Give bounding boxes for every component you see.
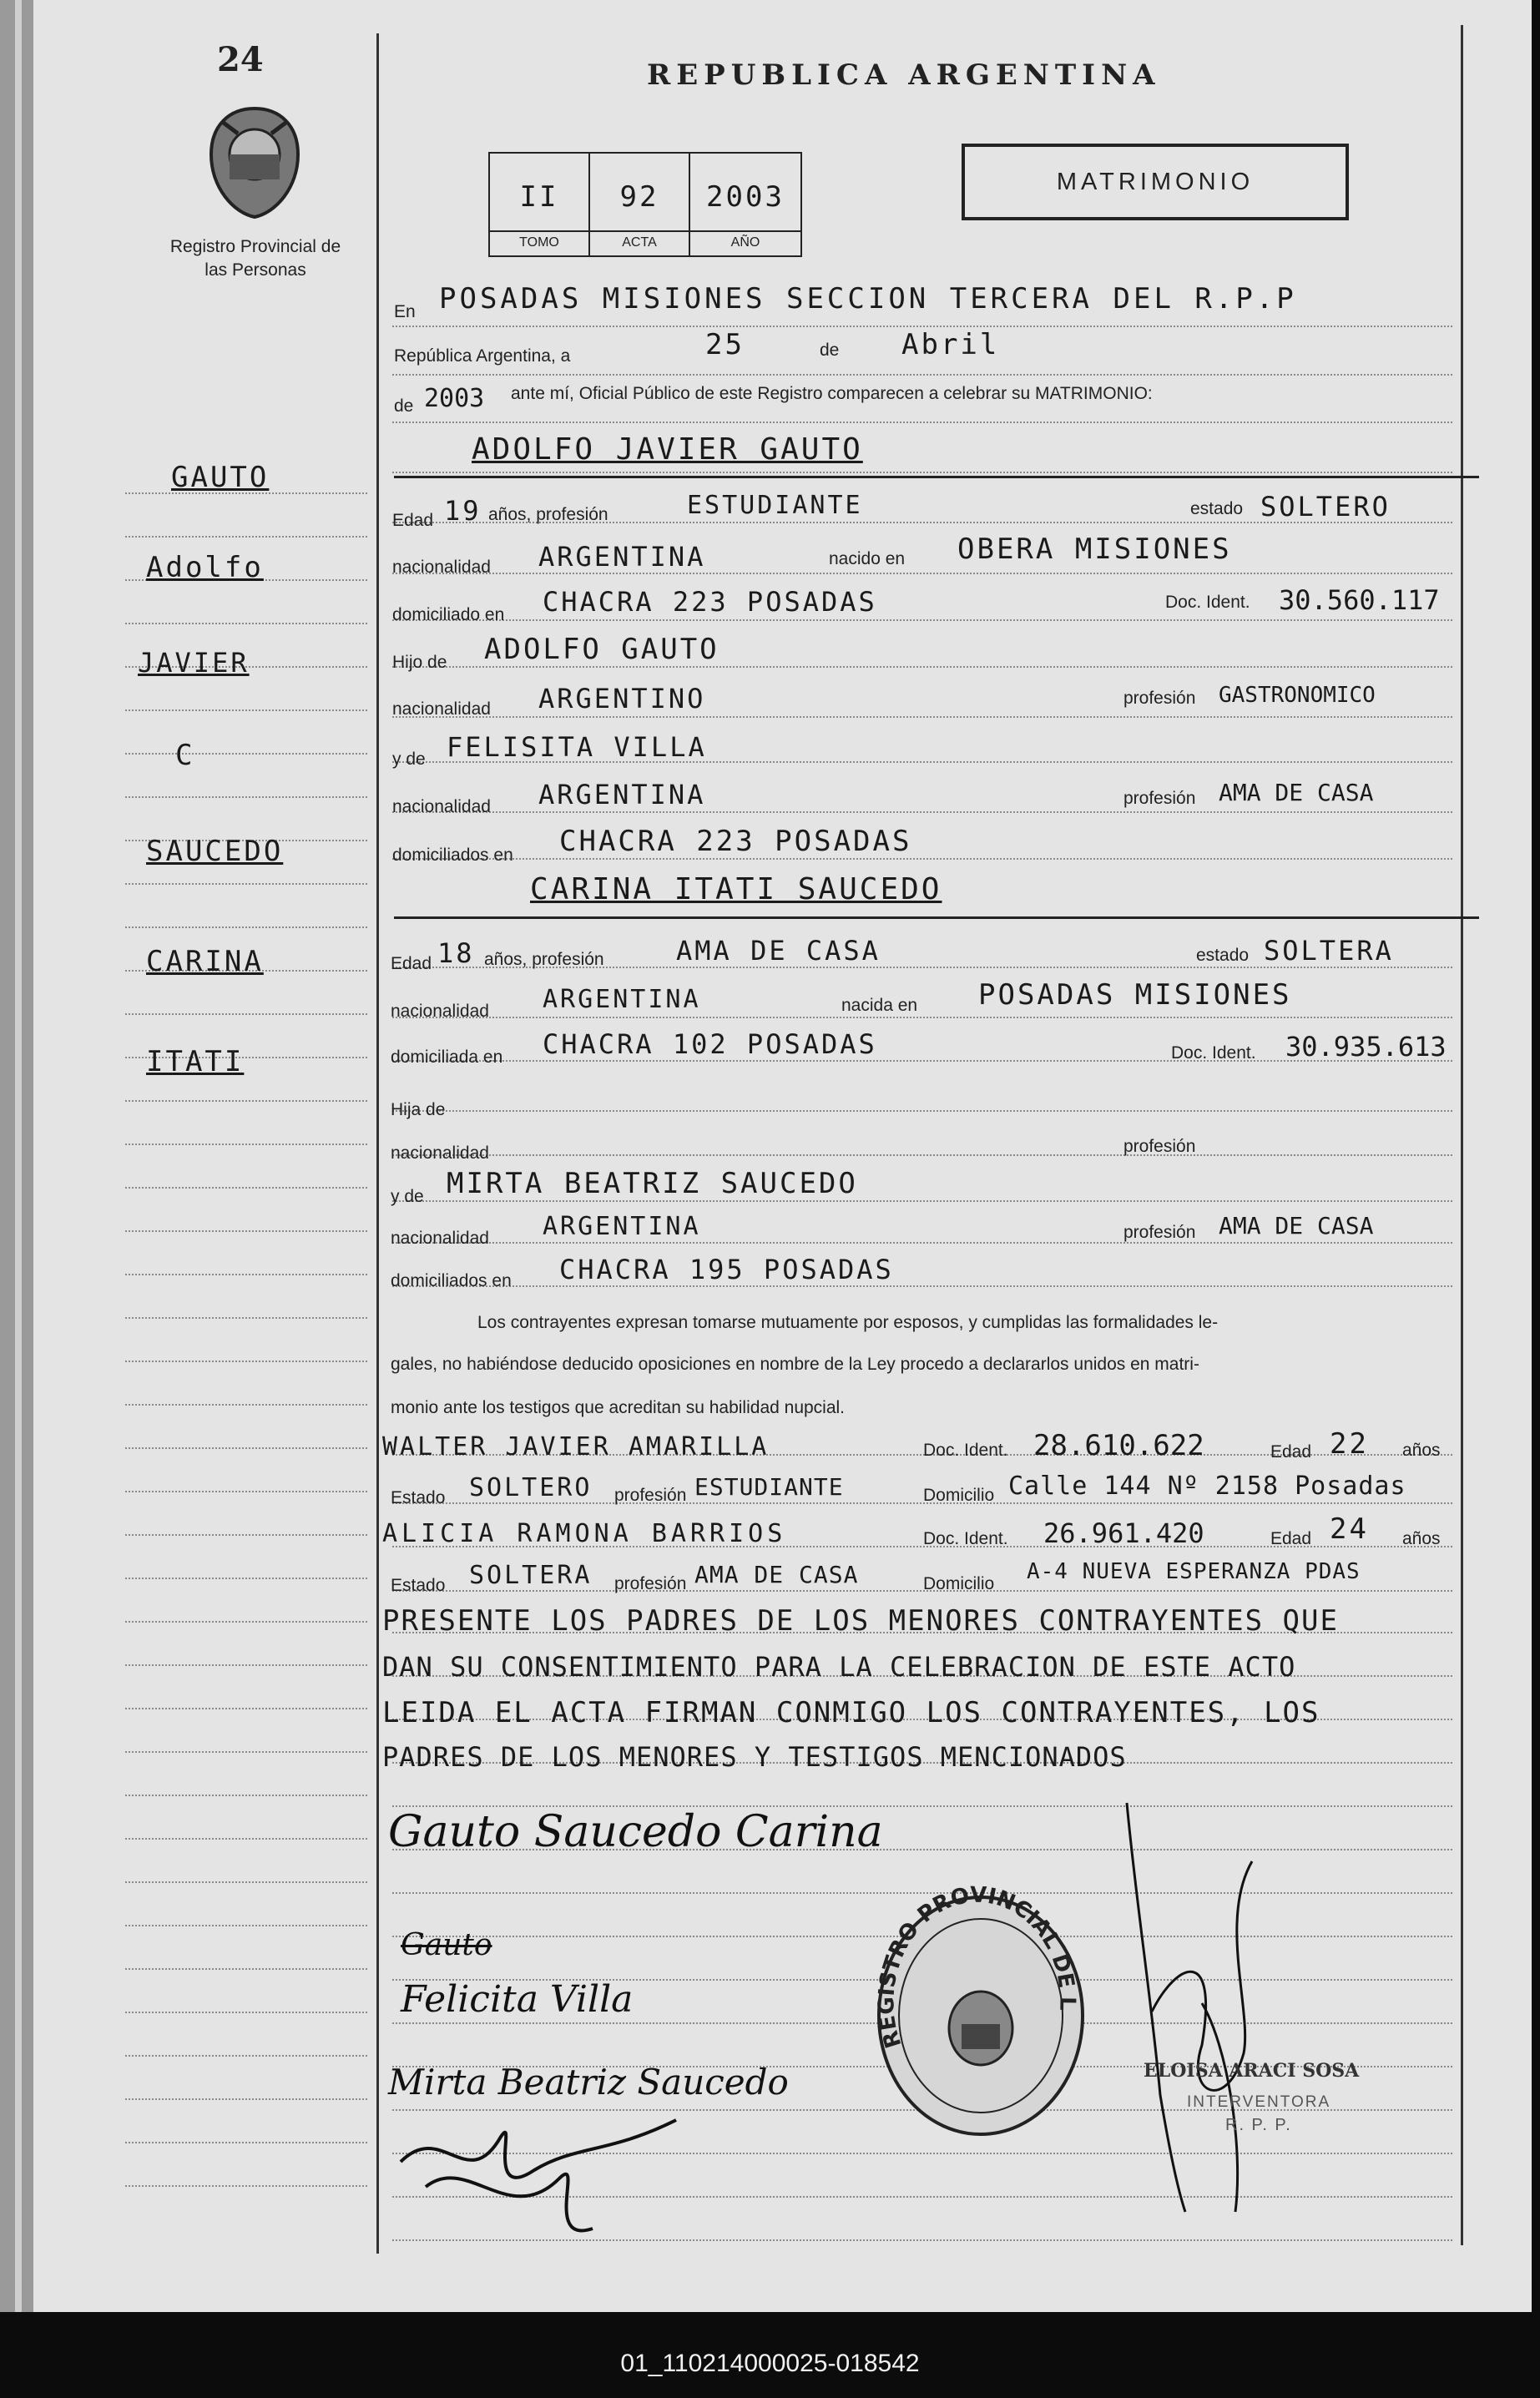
margin-note: C [175, 739, 195, 772]
groom-birthplace: OBERA MISIONES [957, 533, 1232, 566]
margin-ruled-line [125, 1013, 367, 1015]
groom-nationality: ARGENTINA [538, 541, 706, 573]
label-doc: Doc. Ident. [923, 1529, 1008, 1548]
label-republica: República Argentina, a [394, 346, 571, 366]
acta-value: 92 [619, 180, 659, 214]
margin-ruled-line [125, 926, 367, 928]
officer-office: R. P. P. [1225, 2116, 1292, 2134]
label-edad: Edad [391, 954, 432, 973]
label-hijo: Hijo de [392, 653, 447, 672]
note-line: PADRES DE LOS MENORES Y TESTIGOS MENCIONADOS [382, 1741, 1127, 1773]
margin-ruled-line [125, 1143, 367, 1145]
note-line: DAN SU CONSENTIMIENTO PARA LA CELEBRACION DE ESTE ACTO [382, 1651, 1296, 1683]
margin-ruled-line [125, 1968, 367, 1970]
margin-note: JAVIER [138, 647, 250, 679]
margin-ruled-line [125, 1664, 367, 1666]
registry-seal-stamp [858, 1867, 1093, 2145]
bride-nationality: ARGENTINA [543, 985, 701, 1014]
witness2-name: ALICIA RAMONA BARRIOS [382, 1519, 787, 1548]
form-ruled-line [392, 1017, 1452, 1018]
margin-ruled-line [125, 796, 367, 798]
acta-cell [590, 154, 690, 255]
witness2-profession: AMA DE CASA [694, 1561, 859, 1588]
margin-note: SAUCEDO [146, 835, 284, 868]
witness2-civil-status: SOLTERA [469, 1561, 593, 1590]
ano-value: 2003 [706, 180, 785, 214]
record-reference-box [488, 152, 802, 257]
form-ruled-line [392, 1285, 1452, 1287]
label-nacionalidad: nacionalidad [391, 1002, 489, 1021]
label-ante: ante mí, Oficial Público de este Registro comparecen a celebrar su MATRIMONIO: [511, 384, 1153, 403]
form-ruled-line [392, 811, 1452, 813]
margin-ruled-line [125, 1100, 367, 1102]
form-ruled-line [392, 666, 1452, 668]
book-binding-strip [15, 0, 22, 2312]
bride-mother-name: MIRTA BEATRIZ SAUCEDO [447, 1167, 858, 1200]
margin-ruled-line [125, 1491, 367, 1492]
witness1-age: 22 [1330, 1427, 1369, 1461]
form-ruled-line [392, 716, 1452, 718]
label-edad: Edad [392, 511, 434, 530]
registry-name: Registro Provincial de las Personas [169, 237, 341, 280]
form-ruled-line [392, 472, 1452, 473]
form-ruled-line [392, 1154, 1452, 1156]
margin-ruled-line [125, 1187, 367, 1189]
margin-note: GAUTO [171, 461, 270, 494]
margin-note: CARINA [146, 945, 264, 978]
form-ruled-line [392, 858, 1452, 860]
label-nacionalidad: nacionalidad [392, 797, 491, 816]
groom-father-name: ADOLFO GAUTO [484, 633, 720, 666]
label-nacionalidad: nacionalidad [391, 1229, 489, 1248]
margin-ruled-line [125, 1708, 367, 1709]
form-ruled-line [392, 374, 1452, 376]
note-line: LEIDA EL ACTA FIRMAN CONMIGO LOS CONTRAYENTES, LOS [382, 1696, 1320, 1729]
margin-note: Adolfo [146, 551, 264, 584]
label-de-year: de [394, 396, 414, 416]
declaration-line: gales, no habiéndose deducido oposiciones en nombre de la Ley procedo a declararlos unidos en matri- [391, 1355, 1199, 1374]
label-doc: Doc. Ident. [1171, 1043, 1256, 1063]
margin-ruled-line [125, 1795, 367, 1796]
page-number: 24 [217, 40, 264, 79]
witness1-doc-id: 28.610.622 [1033, 1429, 1204, 1462]
margin-ruled-line [125, 623, 367, 624]
groom-parents-address: CHACRA 223 POSADAS [559, 825, 912, 858]
groom-section-rule [394, 476, 1479, 478]
day-value: 25 [705, 328, 745, 361]
groom-profession: ESTUDIANTE [687, 491, 863, 520]
label-doc: Doc. Ident. [1165, 593, 1250, 612]
label-profesion: profesión [614, 1486, 687, 1505]
ano-label: AÑO [690, 230, 800, 250]
groom-mother-nationality: ARGENTINA [538, 779, 706, 810]
margin-divider-line [376, 33, 379, 2254]
witness1-address: Calle 144 Nº 2158 Posadas [1008, 1472, 1406, 1501]
label-edad: Edad [1270, 1442, 1312, 1462]
margin-ruled-line [125, 1751, 367, 1753]
label-nacida: nacida en [841, 996, 918, 1015]
label-en: En [394, 302, 416, 321]
signature-spouses: Gauto Saucedo Carina [388, 1807, 883, 1857]
label-domiciliados: domiciliados en [392, 846, 513, 865]
bride-age: 18 [437, 937, 475, 969]
form-ruled-line [392, 422, 1452, 423]
groom-doc-id: 30.560.117 [1279, 584, 1440, 616]
tomo-cell [490, 154, 590, 255]
margin-ruled-line [125, 2055, 367, 2057]
margin-ruled-line [125, 2142, 367, 2143]
margin-ruled-line [125, 1404, 367, 1406]
label-profesion: profesión [1123, 1223, 1196, 1242]
label-profesion: profesión [1123, 1137, 1196, 1156]
margin-note: ITATI [146, 1045, 245, 1078]
bride-section-rule [394, 916, 1479, 919]
groom-mother-profession: AMA DE CASA [1219, 779, 1374, 806]
witness2-age: 24 [1330, 1512, 1369, 1546]
groom-father-profession: GASTRONOMICO [1219, 683, 1376, 708]
label-domiciliada: domiciliada en [391, 1048, 503, 1067]
groom-mother-name: FELISITA VILLA [447, 731, 707, 763]
label-estado: estado [1196, 946, 1250, 965]
bride-mother-nationality: ARGENTINA [543, 1212, 701, 1241]
label-yde: y de [392, 750, 426, 769]
bride-full-name: CARINA ITATI SAUCEDO [530, 872, 942, 906]
year-value: 2003 [424, 384, 485, 413]
groom-full-name: ADOLFO JAVIER GAUTO [472, 432, 863, 467]
label-edad: Edad [1270, 1529, 1312, 1548]
label-profesion: años, profesión [488, 505, 608, 524]
margin-ruled-line [125, 883, 367, 885]
groom-civil-status: SOLTERO [1260, 491, 1391, 523]
label-profesion: años, profesión [484, 950, 604, 969]
label-estado: Estado [391, 1576, 446, 1595]
margin-ruled-line [125, 753, 367, 755]
witness2-address: A-4 NUEVA ESPERANZA PDAS [1027, 1559, 1361, 1584]
acta-label: ACTA [590, 230, 689, 250]
margin-ruled-line [125, 1925, 367, 1926]
bride-birthplace: POSADAS MISIONES [978, 978, 1292, 1012]
form-ruled-line [392, 1590, 1452, 1592]
label-domiciliados: domiciliados en [391, 1271, 512, 1290]
witness1-profession: ESTUDIANTE [694, 1473, 844, 1501]
margin-ruled-line [125, 1838, 367, 1840]
margin-ruled-line [125, 2098, 367, 2100]
label-estado: estado [1190, 499, 1244, 518]
bride-civil-status: SOLTERA [1264, 935, 1394, 967]
label-profesion: profesión [1123, 689, 1196, 708]
label-anos: años [1402, 1441, 1441, 1460]
label-nacido: nacido en [829, 549, 906, 568]
margin-ruled-line [125, 1881, 367, 1883]
margin-ruled-line [125, 2185, 367, 2187]
label-domiciliado: domiciliado en [392, 605, 505, 624]
month-value: Abril [901, 328, 1000, 361]
margin-ruled-line [125, 1317, 367, 1319]
label-anos: años [1402, 1529, 1441, 1548]
form-ruled-line [392, 1502, 1452, 1504]
margin-ruled-line [125, 1230, 367, 1232]
bride-parents-address: CHACRA 195 POSADAS [559, 1254, 894, 1285]
margin-ruled-line [125, 1621, 367, 1623]
label-hija: Hija de [391, 1100, 446, 1119]
label-domicilio: Domicilio [923, 1486, 995, 1505]
record-type-label: MATRIMONIO [1056, 169, 1255, 195]
margin-ruled-line [125, 2012, 367, 2013]
groom-address: CHACRA 223 POSADAS [543, 586, 877, 618]
declaration-line: monio ante los testigos que acreditan su habilidad nupcial. [391, 1398, 846, 1417]
margin-ruled-line [125, 1534, 367, 1536]
bride-mother-profession: AMA DE CASA [1219, 1212, 1374, 1239]
officer-signature [1102, 1795, 1285, 2229]
scan-id-footer: 01_110214000025-018542 [0, 2329, 1540, 2398]
label-nacionalidad: nacionalidad [392, 558, 491, 577]
form-ruled-line [392, 326, 1452, 327]
right-border-line [1461, 25, 1463, 2245]
signature-mother-groom: Felicita Villa [401, 1978, 634, 2021]
record-type-box [962, 144, 1349, 220]
margin-ruled-line [125, 1447, 367, 1449]
form-ruled-line [392, 1242, 1452, 1244]
bride-profession: AMA DE CASA [676, 935, 881, 967]
witness1-civil-status: SOLTERO [469, 1473, 593, 1502]
margin-ruled-line [125, 536, 367, 538]
signature-mother-bride: Mirta Beatriz Saucedo [388, 2062, 789, 2103]
form-ruled-line [392, 573, 1452, 574]
label-doc: Doc. Ident. [923, 1441, 1008, 1460]
country-title: REPUBLICA ARGENTINA [647, 58, 1161, 92]
label-nacionalidad: nacionalidad [391, 1143, 489, 1163]
seal-text: REGISTRO PROVINCIAL DE LAS PERSONAS [858, 1867, 1080, 2052]
officer-title: INTERVENTORA [1187, 2093, 1331, 2111]
margin-ruled-line [125, 1361, 367, 1362]
margin-ruled-line [125, 1578, 367, 1579]
label-domicilio: Domicilio [923, 1574, 995, 1593]
form-ruled-line [392, 1200, 1452, 1202]
register-page [33, 0, 1532, 2312]
label-profesion: profesión [614, 1574, 687, 1593]
groom-age: 19 [444, 495, 482, 527]
form-ruled-line [392, 1110, 1452, 1112]
place-value: POSADAS MISIONES SECCION TERCERA DEL R.P.P [439, 282, 1297, 316]
form-ruled-line [392, 619, 1452, 621]
groom-father-nationality: ARGENTINO [538, 683, 706, 714]
label-de: de [820, 341, 840, 360]
witness1-name: WALTER JAVIER AMARILLA [382, 1432, 770, 1462]
coat-of-arms-emblem [204, 104, 305, 221]
bride-address: CHACRA 102 POSADAS [543, 1028, 877, 1060]
witness2-doc-id: 26.961.420 [1043, 1517, 1204, 1549]
note-line: PRESENTE LOS PADRES DE LOS MENORES CONTRAYENTES QUE [382, 1604, 1339, 1638]
ano-cell [690, 154, 800, 255]
declaration-line: Los contrayentes expresan tomarse mutuamente por esposos, y cumplidas las formalidades le- [477, 1313, 1219, 1332]
officer-name: ELOISA ARACI SOSA [1144, 2060, 1360, 2082]
margin-ruled-line [125, 1274, 367, 1275]
label-nacionalidad: nacionalidad [392, 699, 491, 719]
signature-father: Gauto [401, 1928, 492, 1962]
tomo-label: TOMO [490, 230, 588, 250]
label-yde: y de [391, 1187, 424, 1206]
label-profesion: profesión [1123, 789, 1196, 808]
margin-ruled-line [125, 709, 367, 711]
tomo-value: II [519, 180, 559, 214]
label-estado: Estado [391, 1488, 446, 1507]
bride-doc-id: 30.935.613 [1285, 1031, 1447, 1063]
signature-scribble [392, 2103, 709, 2254]
